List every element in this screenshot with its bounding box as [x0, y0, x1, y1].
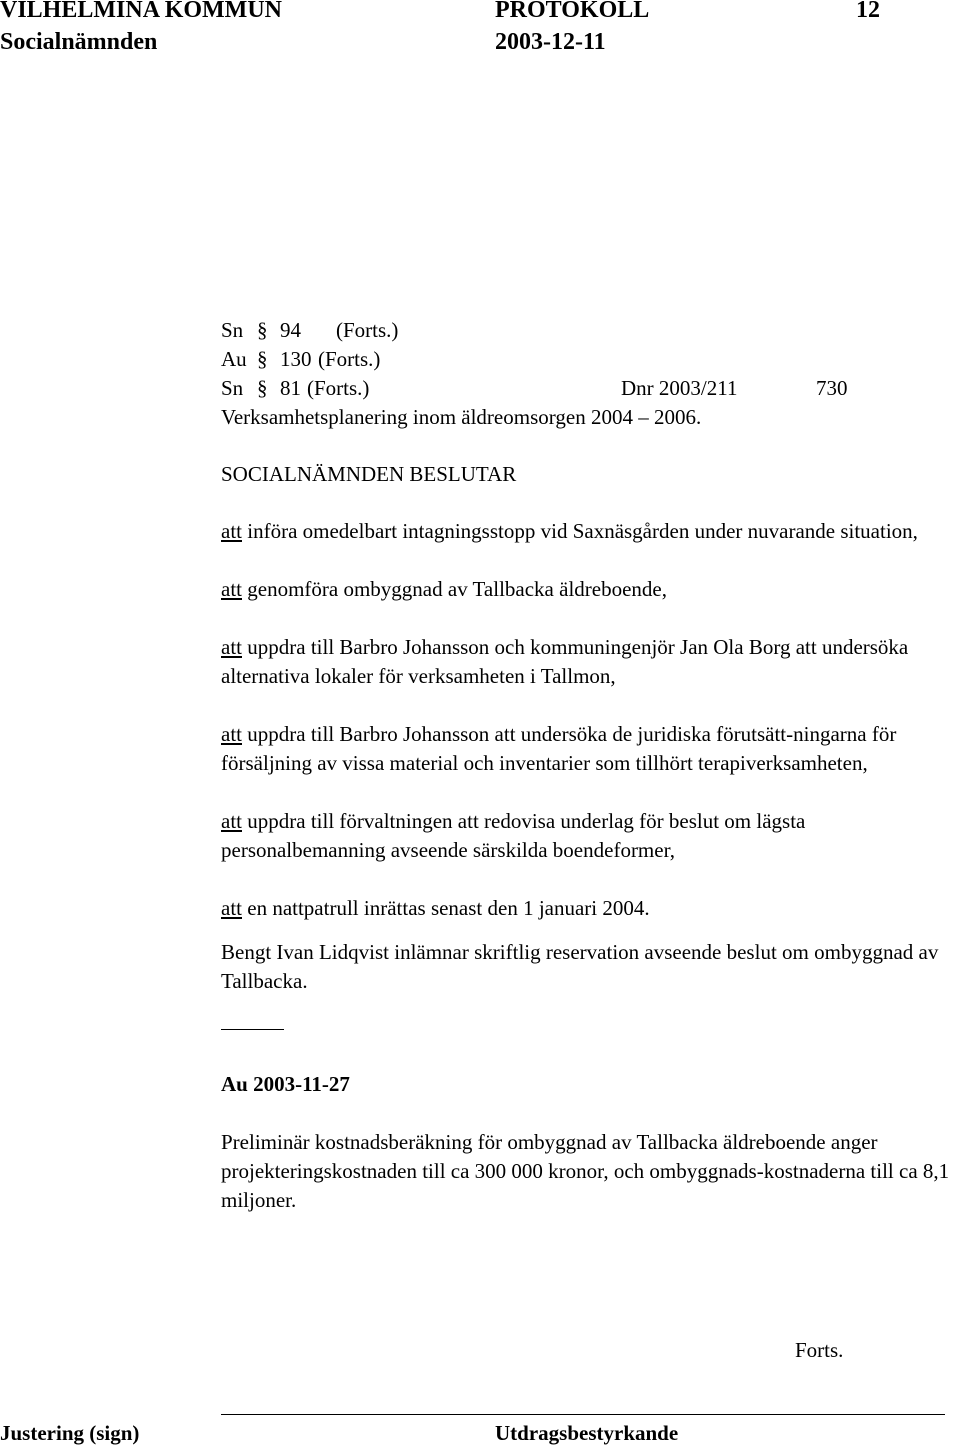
header-committee: Socialnämnden — [0, 29, 158, 55]
reference-para: Sn — [221, 376, 244, 400]
decision-item — [221, 575, 951, 604]
reference-number: 130 — [280, 347, 312, 371]
att-word: att — [221, 722, 242, 746]
reference-number: 94 — [280, 318, 301, 342]
reference-note: (Forts.) — [336, 318, 399, 342]
att-word: att — [221, 519, 242, 543]
dnr-number: Dnr 2003/211 — [621, 376, 738, 400]
decision-text: införa omedelbart intagningsstopp vid Saxnäsgården under nuvarande situation, — [247, 519, 918, 543]
reference-number: 81 — [280, 376, 301, 400]
header-municipality: VILHELMINA KOMMUN — [0, 0, 282, 23]
section-symbol: § — [257, 376, 268, 400]
reference-note: (Forts.) — [307, 376, 370, 400]
decision-item — [221, 894, 951, 923]
header-doc-type: PROTOKOLL — [495, 0, 650, 23]
au-text: Preliminär kostnadsberäkning för ombyggnad av Tallbacka äldreboende anger projekteringskostnaden till ca 300 000 kronor, och ombyggnads-kostnaderna till ca 8,1 miljoner. — [221, 1130, 950, 1212]
decision-item — [221, 720, 951, 778]
section-symbol: § — [257, 347, 268, 371]
continued-label: Forts. — [795, 1338, 844, 1362]
reference-para: Sn — [221, 318, 244, 342]
subject-line: Verksamhetsplanering inom äldreomsorgen 2004 – 2006. — [221, 405, 702, 429]
decision-item — [221, 517, 951, 546]
decision-text: genomföra ombyggnad av Tallbacka äldreboende, — [247, 577, 667, 601]
separator-rule — [221, 1029, 284, 1030]
decision-heading: SOCIALNÄMNDEN BESLUTAR — [221, 462, 517, 486]
reference-line — [221, 374, 951, 403]
au-heading: Au 2003-11-27 — [221, 1072, 350, 1096]
decision-text: uppdra till Barbro Johansson att undersöka de juridiska förutsätt-ningarna för försäljning av vissa material och inventarier som tillhört terapiverksamheten, — [221, 722, 897, 775]
reference-para: Au — [221, 347, 247, 371]
header-page-number: 12 — [856, 0, 880, 23]
decision-item — [221, 807, 951, 865]
reference-note: (Forts.) — [318, 347, 381, 371]
archive-code: 730 — [816, 376, 848, 400]
footer-utdrag: Utdragsbestyrkande — [495, 1421, 679, 1445]
header-date: 2003-12-11 — [495, 29, 606, 55]
signature-line — [221, 1414, 945, 1415]
decision-item — [221, 633, 951, 691]
decision-text: uppdra till Barbro Johansson och kommuningenjör Jan Ola Borg att undersöka alternativa lokaler för verksamheten i Tallmon, — [221, 635, 909, 688]
decision-text: en nattpatrull inrättas senast den 1 januari 2004. — [247, 896, 650, 920]
footer-justering: Justering (sign) — [0, 1421, 140, 1445]
section-symbol: § — [257, 318, 268, 342]
reservation-text: Bengt Ivan Lidqvist inlämnar skriftlig reservation avseende beslut om ombyggnad av Tallbacka. — [221, 940, 939, 993]
att-word: att — [221, 809, 242, 833]
att-word: att — [221, 577, 242, 601]
att-word: att — [221, 635, 242, 659]
protocol-body — [221, 316, 951, 1215]
reference-line — [221, 316, 951, 345]
decision-text: uppdra till förvaltningen att redovisa underlag för beslut om lägsta personalbemanning avseende särskilda boendeformer, — [221, 809, 806, 862]
reference-line — [221, 345, 951, 374]
att-word: att — [221, 896, 242, 920]
